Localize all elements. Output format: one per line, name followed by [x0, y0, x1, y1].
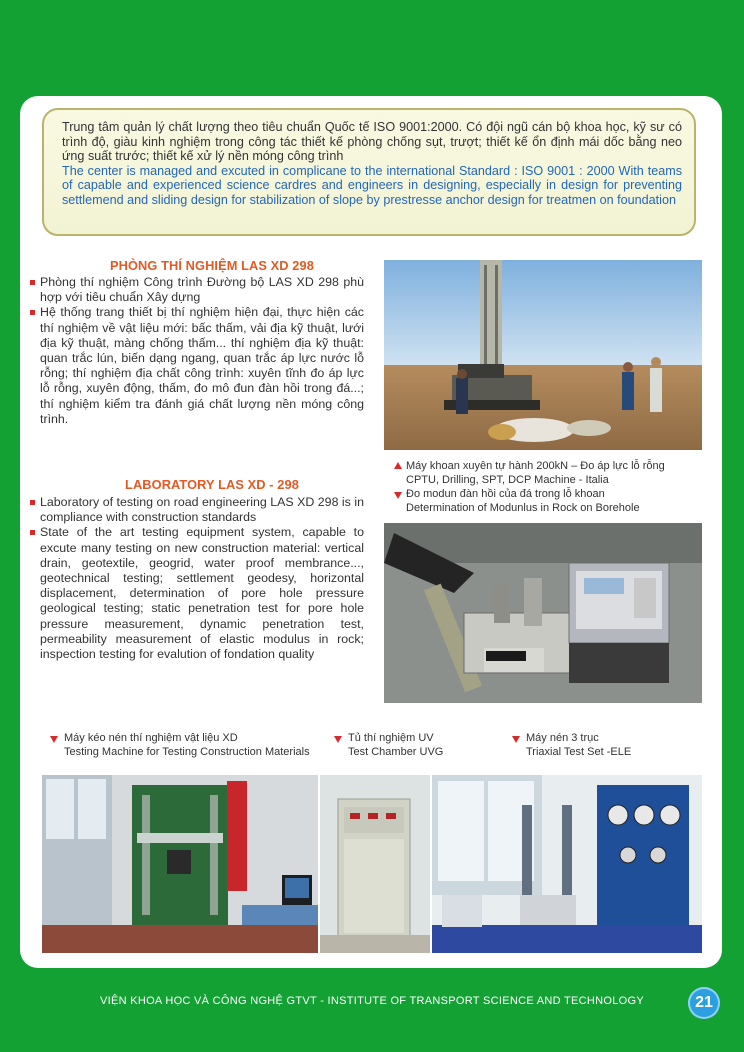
list-item: Phòng thí nghiệm Công trình Đường bộ LAS XD 298 phù hợp với tiêu chuẩn Xây dựng: [30, 275, 364, 305]
bullet-square-icon: [30, 500, 35, 505]
intro-english: The center is managed and excuted in complicane to the international Standard : ISO 9001 : 2000 With teams of capable and experienced science cardres and engineers in designing, especially in design for preventing settlemend and sliding design for stabilization of slope by prestresse anchor design for treatmen on foundation: [62, 163, 682, 207]
section-title-english: LABORATORY LAS XD - 298: [125, 477, 299, 492]
list-item: Laboratory of testing on road engineering LAS XD 298 is in compliance with construction standards: [30, 495, 364, 525]
list-item: Hệ thống trang thiết bị thí nghiệm hiện đại, thực hiện các thí nghiệm về vật liệu mới: bấc thấm, vải địa kỹ thuật, lưới địa kỹ thuật, màng chống thấm... thí nghiệm địa kỹ thuật: quan trắc lún, biến dạng ngang, quan trắc áp lực nước lỗ rỗng; thí nghiệm địa chất công trình: xuyên tĩnh đo áp lực lỗ rỗng, xuyên động, thấm, đo mô đun đàn hồi trong đá...; thí nghiệm kiểm tra đánh giá chất lượng nền móng công trình.: [30, 305, 364, 427]
modulus-equipment-illustration: [384, 523, 702, 703]
tensile-caption: Máy kéo nén thí nghiệm vật liệu XD Testing Machine for Testing Construction Materials: [64, 732, 310, 758]
bullet-square-icon: [30, 530, 35, 535]
tensile-machine-photo: [42, 775, 318, 953]
triaxial-test-illustration: [432, 775, 702, 953]
caption-triangle-down-icon: [512, 736, 520, 743]
drill-caption: Máy khoan xuyên tự hành 200kN – Đo áp lực lỗ rỗng CPTU, Drilling, SPT, DCP Machine - Italia: [406, 460, 665, 486]
caption-triangle-down-icon: [394, 492, 402, 499]
drill-rig-illustration: [384, 260, 702, 450]
drill-rig-photo: [384, 260, 702, 450]
content-card: [20, 96, 722, 968]
bullet-square-icon: [30, 280, 35, 285]
section-title-vietnamese: PHÒNG THÍ NGHIỆM LAS XD 298: [110, 258, 314, 273]
bullet-square-icon: [30, 310, 35, 315]
caption-triangle-down-icon: [334, 736, 342, 743]
caption-triangle-up-icon: [394, 462, 402, 469]
modulus-caption: Đo modun đàn hồi của đá trong lỗ khoan Determination of Modunlus in Rock on Borehole: [406, 488, 640, 514]
footer-text: VIỆN KHOA HỌC VÀ CÔNG NGHỆ GTVT - INSTITUTE OF TRANSPORT SCIENCE AND TECHNOLOGY: [99, 995, 645, 1007]
bullet-list-vietnamese: [30, 275, 364, 427]
caption-triangle-down-icon: [50, 736, 58, 743]
uv-chamber-illustration: [320, 775, 430, 953]
page-number-badge: 21: [688, 987, 720, 1019]
tensile-machine-illustration: [42, 775, 318, 953]
uv-chamber-photo: [320, 775, 430, 953]
bullet-list-english: [30, 495, 364, 662]
intro-vietnamese: Trung tâm quản lý chất lượng theo tiêu chuẩn Quốc tế ISO 9001:2000. Có đội ngũ cán bộ khoa học, kỹ sư có trình độ, giàu kinh nghiệm trong công tác thiết kế phòng chống sụt, trượt; thiết kế ổn định mái dốc bằng neo ứng suất trước; thiết kế xử lý nền móng công trình: [62, 120, 682, 164]
triaxial-test-photo: [432, 775, 702, 953]
modulus-equipment-photo: [384, 523, 702, 703]
triaxial-caption: Máy nén 3 trục Triaxial Test Set -ELE: [526, 732, 632, 758]
intro-box: [42, 108, 696, 236]
list-item: State of the art testing equipment system, capable to excute many testing on new construction material: vertical drain, geotextile, geogrid, water proof membrance..., geotechnical testing; settlement geodesy, horizontal displacement, determination of pore hole pressure geological testing; static penetration test for pore hole pressure measurement, dynamic penetration test, permeability measurement of elastic modulus in rock; inspection testing for evalution of fondation quality: [30, 525, 364, 662]
uv-caption: Tủ thí nghiệm UV Test Chamber UVG: [348, 732, 444, 758]
